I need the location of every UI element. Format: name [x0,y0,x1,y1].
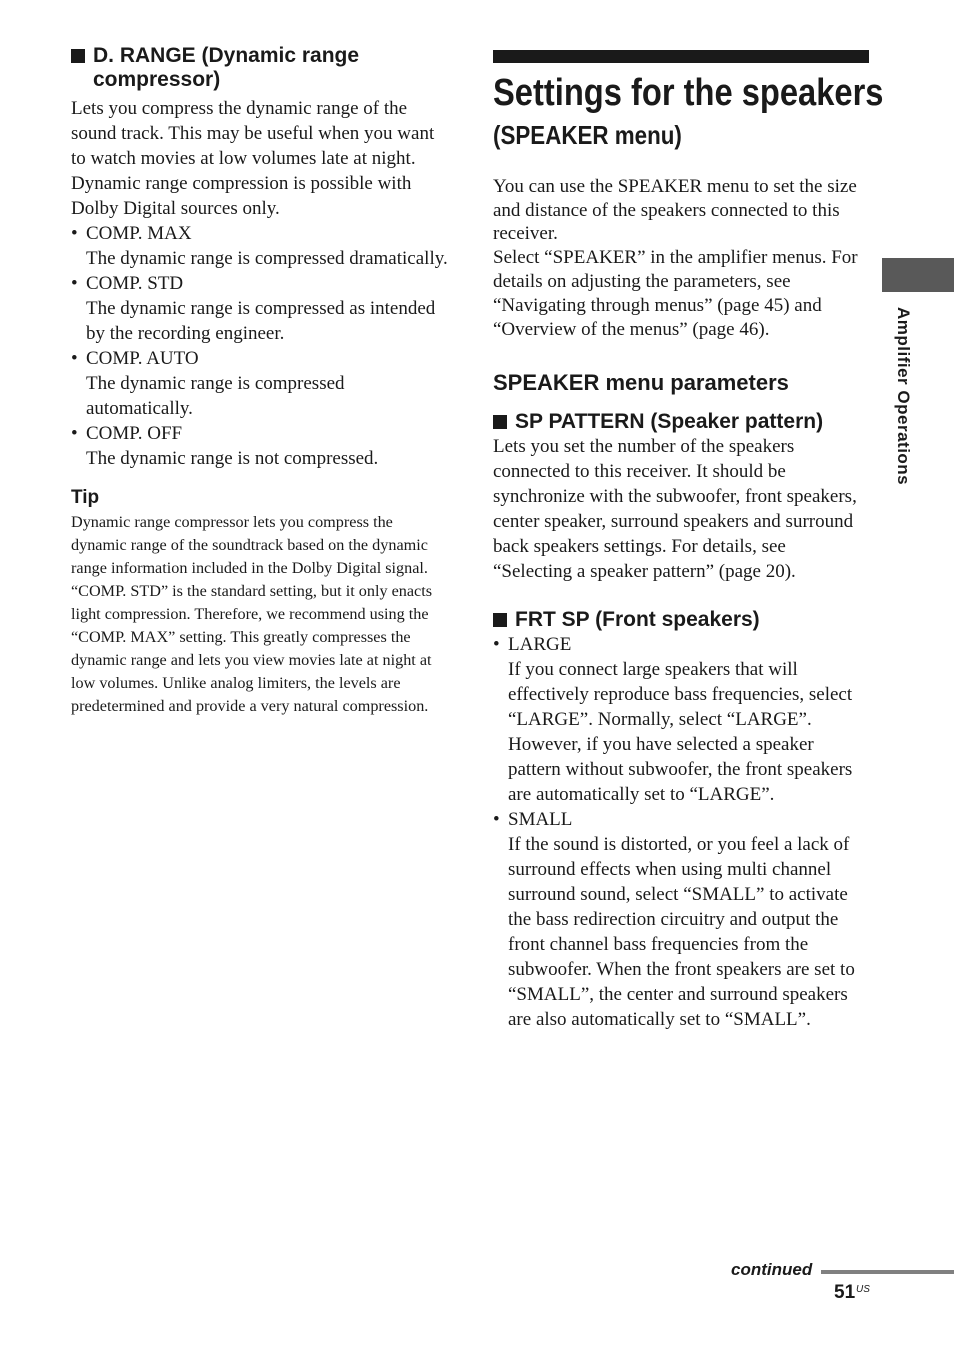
continued-label: continued [731,1260,813,1279]
page-number-suffix: US [856,1284,870,1295]
sp-pattern-text: Lets you set the number of the speakers connected to this receiver. It should be synchronize with the subwoofer, front speakers, center speaker, surround speakers and surround back speakers settings. For details, see “Selecting a speaker pattern” (page 20). [493,435,857,582]
page-subtitle: (SPEAKER menu) [493,120,682,150]
option-desc: The dynamic range is not compressed. [86,448,379,469]
option-label: COMP. STD [86,273,184,294]
tip-heading: Tip [71,487,100,508]
option-label: COMP. MAX [86,223,192,244]
square-bullet-icon [71,49,85,63]
square-bullet-icon [493,613,507,627]
left-column [71,44,449,718]
side-section-label: Amplifier Operations [894,307,913,486]
option-desc: The dynamic range is compressed as intended by the recording engineer. [86,298,436,344]
option-desc: The dynamic range is compressed dramatically. [86,248,448,269]
continued-rule [821,1270,954,1274]
section-tab-marker [882,258,954,292]
title-rule [493,50,869,63]
page-number: 51 [834,1282,856,1303]
tip-paragraph-2: “COMP. STD” is the standard setting, but it only enacts light compression. Therefore, we recommend using the “COMP. MAX” setting. This greatly compresses the dynamic range and lets you view movies late at night at low volumes. Unlike analog limiters, the levels are predetermined and provide a very natural compression. [71,582,433,715]
page-title: Settings for the speakers [493,72,884,114]
option-small: • SMALL If the sound is distorted, or you feel a lack of surround effects when using multi channel surround sound, select “SMALL” to activate the bass redirection circuitry and output the front channel bass frequencies from the subwoofer. When the front speakers are set to “SMALL”, the center and surround speakers are also automatically set to “SMALL”. [493,807,869,1032]
intro-paragraph-2: Select “SPEAKER” in the amplifier menus. For details on adjusting the parameters, see “Navigating through menus” (page 45) and “Overview of the menus” (page 46). [493,246,858,340]
sp-pattern-heading-text: SP PATTERN (Speaker pattern) [515,409,824,433]
sp-pattern-heading [493,410,869,434]
drange-heading [71,44,449,92]
option-comp-auto: • COMP. AUTO The dynamic range is compressed automatically. [71,346,449,421]
drange-heading-text: D. RANGE (Dynamic range compressor) [93,44,360,91]
right-column [493,50,884,1032]
intro-paragraph-1: You can use the SPEAKER menu to set the size and distance of the speakers connected to this receiver. [493,176,857,244]
frt-sp-options [493,632,869,1032]
option-desc: If you connect large speakers that will effectively reproduce bass frequencies, select “LARGE”. Normally, select “LARGE”. However, if you have selected a speaker pattern without subwoofer, the front speakers are automatically set to “LARGE”. [508,658,853,805]
drange-intro: Lets you compress the dynamic range of the sound track. This may be useful when you want to watch movies at low volumes late at night. Dynamic range compression is possible with Dolby Digital sources only. [71,98,435,219]
option-comp-max: • COMP. MAX The dynamic range is compressed dramatically. [71,223,448,269]
frt-sp-heading-text: FRT SP (Front speakers) [515,607,760,631]
option-label: LARGE [508,633,572,655]
option-comp-off: • COMP. OFF The dynamic range is not compressed. [71,421,449,471]
tip-paragraph-1: Dynamic range compressor lets you compress the dynamic range of the soundtrack based on the dynamic range information included in the Dolby Digital signal. [71,513,428,577]
option-large: • LARGE If you connect large speakers that will effectively reproduce bass frequencies, select “LARGE”. Normally, select “LARGE”. However, if you have selected a speaker pattern without subwoofer, the front speakers are automatically set to “LARGE”. [493,632,869,807]
option-comp-std: • COMP. STD The dynamic range is compressed as intended by the recording engineer. [71,271,449,346]
option-label: COMP. AUTO [86,348,199,369]
option-desc: The dynamic range is compressed automatically. [86,373,345,419]
option-label: COMP. OFF [86,423,183,444]
option-desc: If the sound is distorted, or you feel a lack of surround effects when using multi channel surround sound, select “SMALL” to activate the bass redirection circuitry and output the front channel bass frequencies from the subwoofer. When the front speakers are set to “SMALL”, the center and surround speakers are also automatically set to “SMALL”. [508,833,855,1030]
section-heading: SPEAKER menu parameters [493,369,789,395]
frt-sp-heading [493,608,869,632]
drange-options [71,221,449,471]
option-label: SMALL [508,808,573,830]
square-bullet-icon [493,415,507,429]
